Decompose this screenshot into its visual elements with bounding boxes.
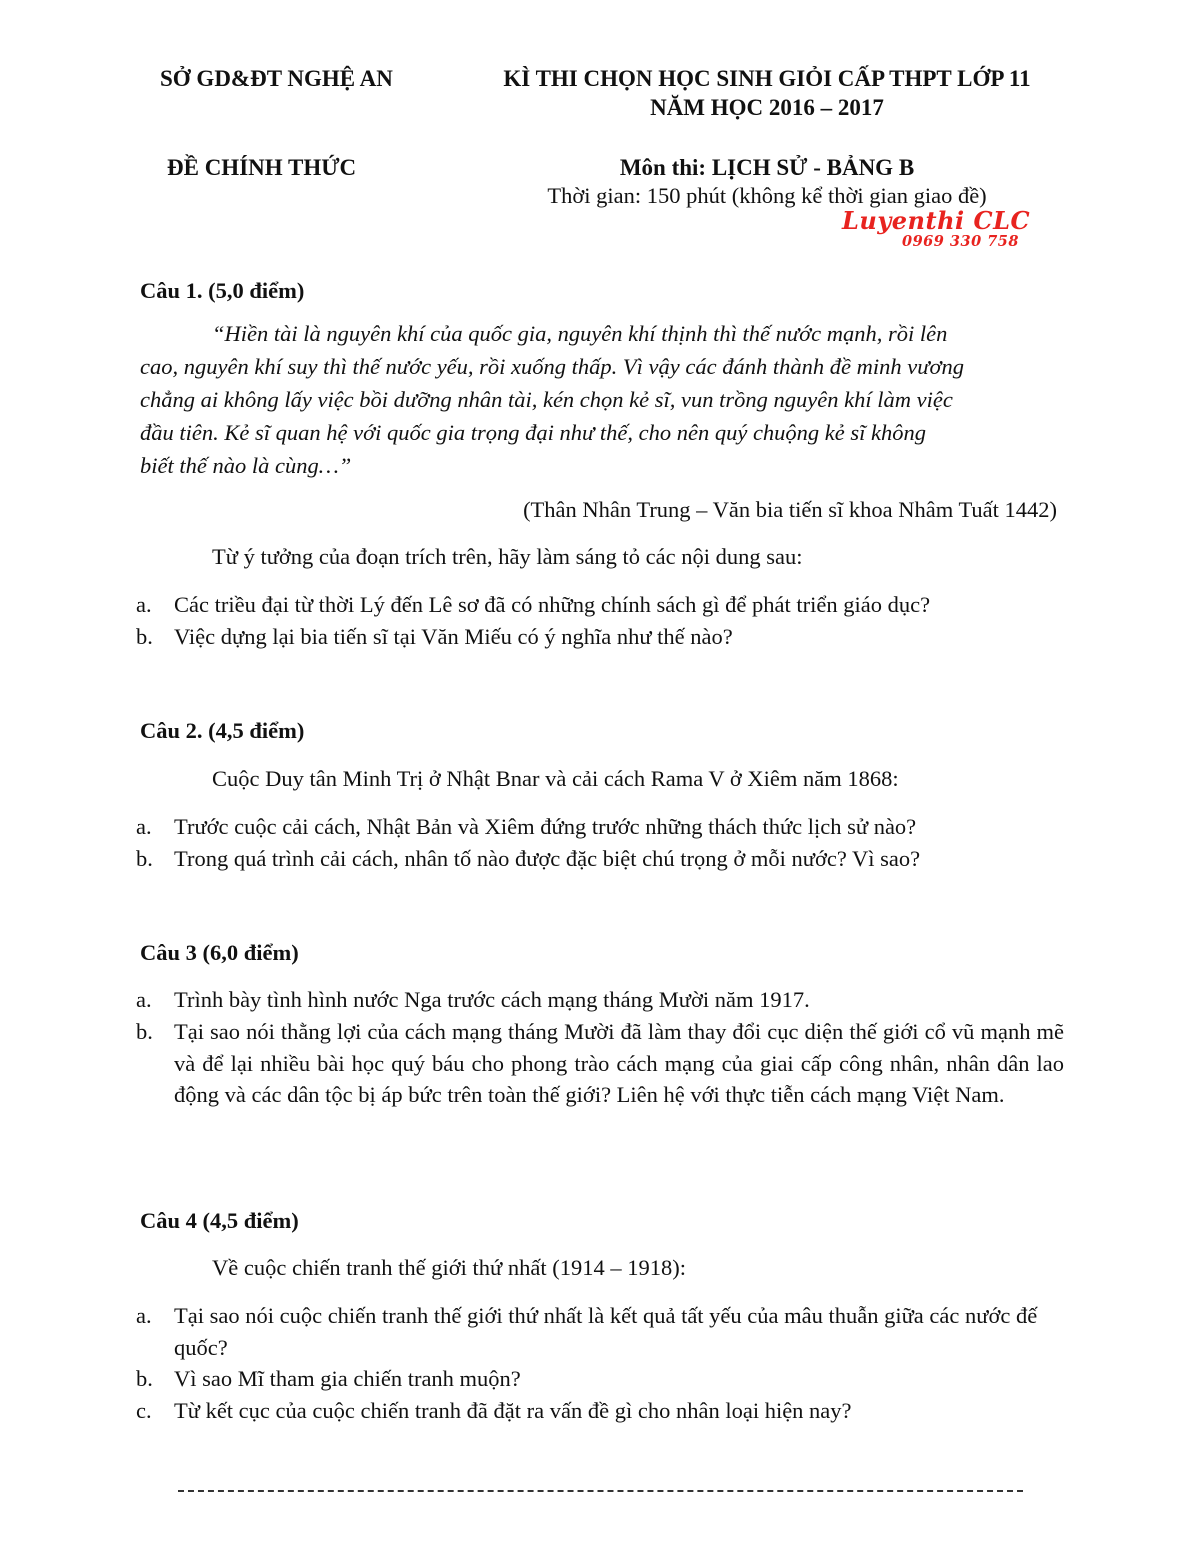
end-divider <box>178 1490 1023 1492</box>
question-4-prompt: Về cuộc chiến tranh thế giới thứ nhất (1914 – 1918): <box>212 1255 686 1280</box>
item-label: b. <box>136 846 153 871</box>
item-text: Từ kết cục của cuộc chiến tranh đã đặt ra vấn đề gì cho nhân loại hiện nay? <box>174 1398 852 1423</box>
quote-line: biết thế nào là cùng…” <box>140 453 352 478</box>
list-item <box>136 1300 1064 1363</box>
item-text: Tại sao nói thằng lợi của cách mạng tháng Mười đã làm thay đổi cục diện thế giới cổ vũ mạnh mẽ và để lại nhiều bài học quý báu cho phong trào cách mạng của giai cấp công nhân, nhân dân lao động và các dân tộc bị áp bức trên toàn thế giới? Liên hệ với thực tiễn cách mạng Việt Nam. <box>174 1019 1064 1107</box>
list-item <box>136 621 1064 653</box>
subject-label: Môn thi: LỊCH SỬ - BẢNG B <box>619 155 915 180</box>
watermark-name: Luyenthi CLC <box>842 206 1031 235</box>
item-text: Việc dựng lại bia tiến sĩ tại Văn Miếu có ý nghĩa như thế nào? <box>174 624 733 649</box>
question-2-prompt: Cuộc Duy tân Minh Trị ở Nhật Bnar và cải cách Rama V ở Xiêm năm 1868: <box>212 766 899 791</box>
question-4-title: Câu 4 (4,5 điểm) <box>140 1208 299 1233</box>
item-label: b. <box>136 1019 153 1044</box>
item-label: a. <box>136 1303 152 1328</box>
item-text: Trình bày tình hình nước Nga trước cách mạng tháng Mười năm 1917. <box>174 987 810 1012</box>
watermark-logo <box>842 206 1062 254</box>
item-label: a. <box>136 592 152 617</box>
list-item <box>136 1363 1064 1395</box>
exam-title-line1: KÌ THI CHỌN HỌC SINH GIỎI CẤP THPT LỚP 11 <box>503 66 1031 91</box>
department-name: SỞ GD&ĐT NGHỆ AN <box>160 66 393 91</box>
duration-label: Thời gian: 150 phút (không kể thời gian giao đề) <box>547 183 987 208</box>
list-item <box>136 984 1064 1016</box>
quote-line: cao, nguyên khí suy thì thế nước yếu, rồi xuống thấp. Vì vậy các đánh thành đề minh vương <box>140 354 964 379</box>
item-label: a. <box>136 814 152 839</box>
item-text: Tại sao nói cuộc chiến tranh thế giới thứ nhất là kết quả tất yếu của mâu thuẫn giữa các nước đế quốc? <box>174 1303 1038 1360</box>
question-2-title: Câu 2. (4,5 điểm) <box>140 718 305 743</box>
quote-line: đầu tiên. Kẻ sĩ quan hệ với quốc gia trọng đại như thế, cho nên quý chuộng kẻ sĩ không <box>140 420 927 445</box>
official-label: ĐỀ CHÍNH THỨC <box>167 155 357 180</box>
quote-line: “Hiền tài là nguyên khí của quốc gia, nguyên khí thịnh thì thế nước mạnh, rồi lên <box>212 321 948 346</box>
exam-title-line2: NĂM HỌC 2016 – 2017 <box>650 95 884 120</box>
item-label: b. <box>136 624 153 649</box>
list-item <box>136 811 1064 843</box>
watermark-phone: 0969 330 758 <box>902 233 1019 250</box>
question-3-title: Câu 3 (6,0 điểm) <box>140 940 299 965</box>
list-item <box>136 1016 1064 1111</box>
item-text: Trong quá trình cải cách, nhân tố nào được đặc biệt chú trọng ở mỗi nước? Vì sao? <box>174 846 921 871</box>
list-item <box>136 1395 1064 1427</box>
item-label: c. <box>136 1398 152 1423</box>
quote-line: chẳng ai không lấy việc bồi dưỡng nhân tài, kén chọn kẻ sĩ, vun trồng nguyên khí làm việc <box>140 387 953 412</box>
question-1-title: Câu 1. (5,0 điểm) <box>140 278 305 303</box>
quote-source: (Thân Nhân Trung – Văn bia tiến sĩ khoa Nhâm Tuất 1442) <box>523 497 1057 522</box>
item-text: Trước cuộc cải cách, Nhật Bản và Xiêm đứng trước những thách thức lịch sử nào? <box>174 814 917 839</box>
item-text: Vì sao Mĩ tham gia chiến tranh muộn? <box>174 1366 521 1391</box>
item-label: b. <box>136 1366 153 1391</box>
item-text: Các triều đại từ thời Lý đến Lê sơ đã có những chính sách gì để phát triển giáo dục? <box>174 592 931 617</box>
item-label: a. <box>136 987 152 1012</box>
list-item <box>136 589 1064 621</box>
question-1-prompt: Từ ý tưởng của đoạn trích trên, hãy làm sáng tỏ các nội dung sau: <box>212 544 803 569</box>
list-item <box>136 843 1064 875</box>
